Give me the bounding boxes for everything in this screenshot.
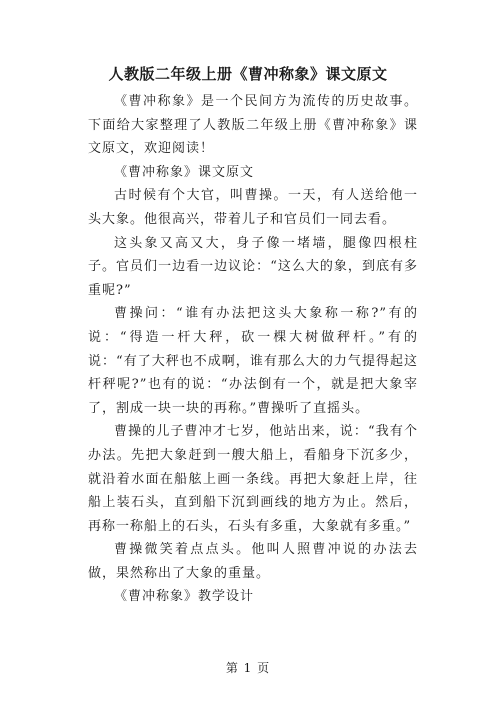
intro-paragraph: 《曹冲称象》是一个民间方为流传的历史故事。下面给大家整理了人教版二年级上册《曹冲称象》课文原文，欢迎阅读！ xyxy=(88,94,418,157)
section-heading-text: 《曹冲称象》课文原文 xyxy=(114,164,255,180)
story-paragraph: 曹操问：“谁有办法把这头大象称一称?”有的说：“得造一杆大秤，砍一棵大树做秤杆。”有的说：“有了大秤也不成啊，谁有那么大的力气提得起这杆秤呢?”也有的说：“办法倒有一个，就是把大象宰了，割成一块一块的再称。”曹操听了直摇头。 xyxy=(88,306,418,416)
page-number: 第 1 页 xyxy=(225,661,271,675)
document-title: 人教版二年级上册《曹冲称象》课文原文 xyxy=(108,65,388,83)
story-paragraph: 这头象又高又大，身子像一堵墙，腿像四根柱子。官员们一边看一边议论：“这么大的象，到底有多重呢?” xyxy=(88,235,418,298)
story-paragraph: 曹操的儿子曹冲才七岁，他站出来，说：“我有个办法。先把大象赶到一艘大船上，看船身下沉多少，就沿着水面在船舷上画一条线。再把大象赶上岸，往船上装石头，直到船下沉到画线的地方为止。然后，再称一称船上的石头，石头有多重，大象就有多重。” xyxy=(88,424,418,534)
section-heading-design: 《曹冲称象》教学设计 xyxy=(114,589,255,605)
story-paragraph: 古时候有个大官，叫曹操。一天，有人送给他一头大象。他很高兴，带着儿子和官员们一同去看。 xyxy=(88,188,418,227)
story-paragraph: 曹操微笑着点点头。他叫人照曹冲说的办法去做，果然称出了大象的重量。 xyxy=(88,542,418,581)
document-body xyxy=(88,90,418,609)
